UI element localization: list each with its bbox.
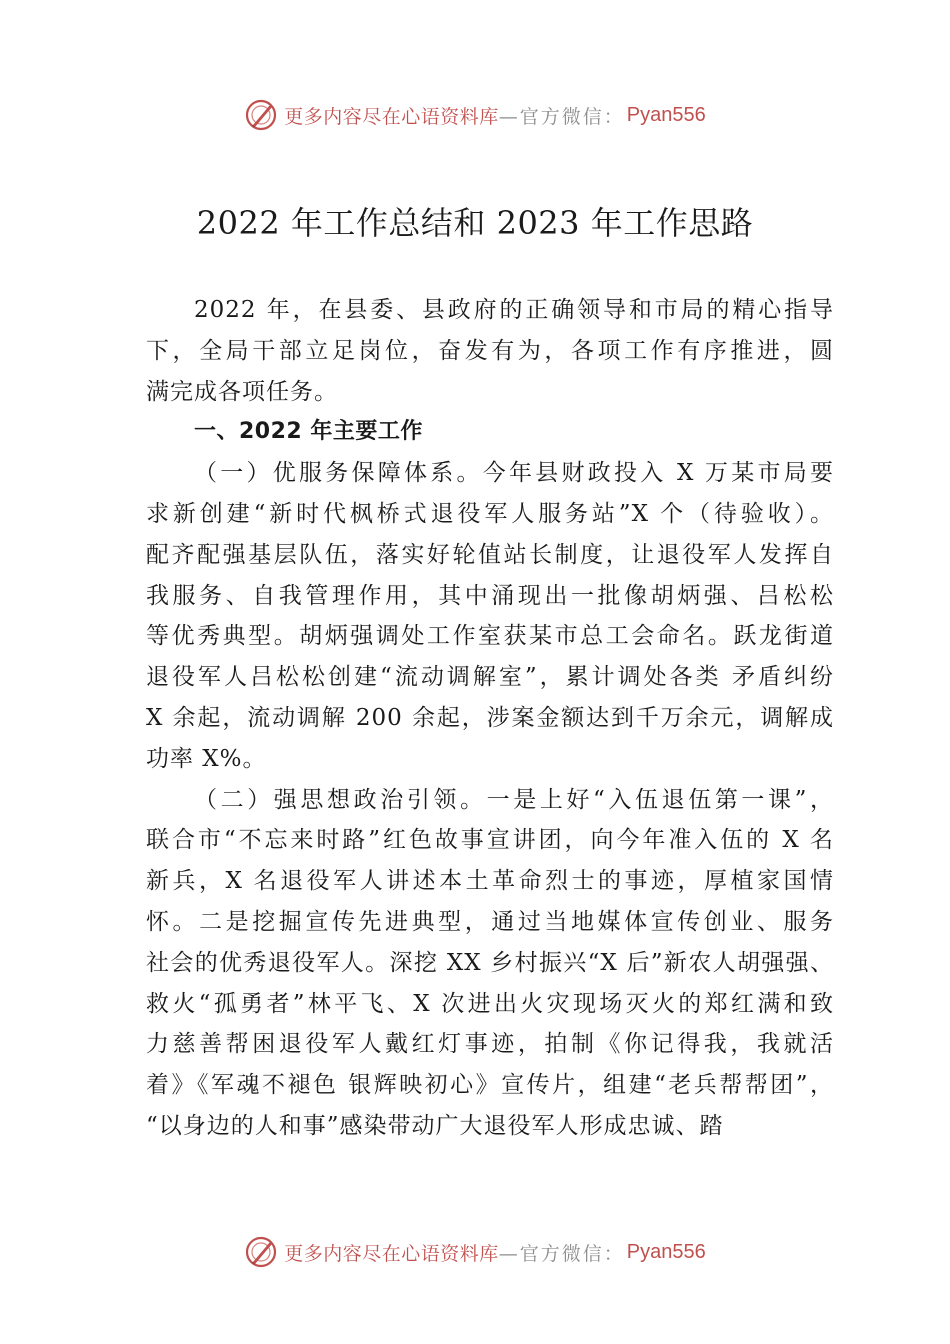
text-line: 我服务、自我管理作用，其中涌现出一批像胡炳强、吕松松 bbox=[146, 582, 834, 609]
text-line: X 余起，流动调解 200 余起，涉案金额达到千万余元，调解成 bbox=[146, 704, 834, 731]
text-line: 社会的优秀退役军人。深挖 XX 乡村振兴“X 后”新农人胡强强、 bbox=[146, 949, 834, 976]
text-line: （一）优服务保障体系。今年县财政投入 X 万某市局要 bbox=[194, 460, 834, 487]
text-line: “以身边的人和事”感染带动广大退役军人形成忠诚、踏 bbox=[146, 1112, 724, 1139]
text-line: 下，全局干部立足岗位，奋发有为，各项工作有序推进，圆 bbox=[146, 337, 834, 364]
text-line: 力慈善帮困退役军人戴红灯事迹，拍制《你记得我，我就活 bbox=[146, 1031, 834, 1058]
text-line: 满完成各项任务。 bbox=[146, 378, 338, 405]
banner-slogan: 更多内容尽在心语资料库 bbox=[284, 105, 499, 128]
section-heading: 一、2022 年主要工作 bbox=[194, 419, 423, 445]
text-line: 怀。二是挖掘宣传先进典型，通过当地媒体宣传创业、服务 bbox=[146, 908, 834, 935]
banner-slogan: 更多内容尽在心语资料库 bbox=[284, 1242, 499, 1265]
text-line: 联合市“不忘来时路”红色故事宣讲团，向今年准入伍的 X 名 bbox=[146, 827, 834, 854]
text-line: 救火“孤勇者”林平飞、X 次进出火灾现场灭火的郑红满和致 bbox=[146, 990, 834, 1017]
header-banner bbox=[0, 95, 950, 135]
footer-banner bbox=[0, 1232, 950, 1272]
banner-wechat-id: Pyan556 bbox=[626, 103, 706, 126]
banner-wechat-label: —官方微信： bbox=[498, 105, 625, 128]
document-title: 2022 年工作总结和 2023 年工作思路 bbox=[196, 204, 754, 242]
pen-circle-logo-icon bbox=[244, 98, 278, 132]
paragraph-service bbox=[146, 453, 834, 779]
text-line: 2022 年，在县委、县政府的正确领导和市局的精心指导 bbox=[194, 297, 834, 323]
document-body bbox=[146, 290, 834, 1147]
text-line: 配齐配强基层队伍，落实好轮值站长制度，让退役军人发挥自 bbox=[146, 541, 834, 568]
paragraph-ideology bbox=[146, 780, 834, 1147]
intro-paragraph bbox=[146, 290, 834, 412]
text-line: （二）强思想政治引领。一是上好“入伍退伍第一课”， bbox=[194, 786, 834, 813]
banner-wechat-id: Pyan556 bbox=[626, 1240, 706, 1263]
text-line: 新兵，X 名退役军人讲述本土革命烈士的事迹，厚植家国情 bbox=[146, 868, 834, 895]
pen-circle-logo-icon bbox=[244, 1235, 278, 1269]
text-line: 退役军人吕松松创建“流动调解室”，累计调处各类 矛盾纠纷 bbox=[146, 664, 834, 691]
text-line: 着》《军魂不褪色 银辉映初心》宣传片，组建“老兵帮帮团”， bbox=[146, 1072, 834, 1099]
banner-wechat-label: —官方微信： bbox=[498, 1242, 625, 1265]
text-line: 求新创建“新时代枫桥式退役军人服务站”X 个（待验收）。 bbox=[146, 500, 834, 527]
text-line: 功率 X%。 bbox=[146, 745, 267, 772]
text-line: 等优秀典型。胡炳强调处工作室获某市总工会命名。跃龙街道 bbox=[146, 623, 834, 650]
